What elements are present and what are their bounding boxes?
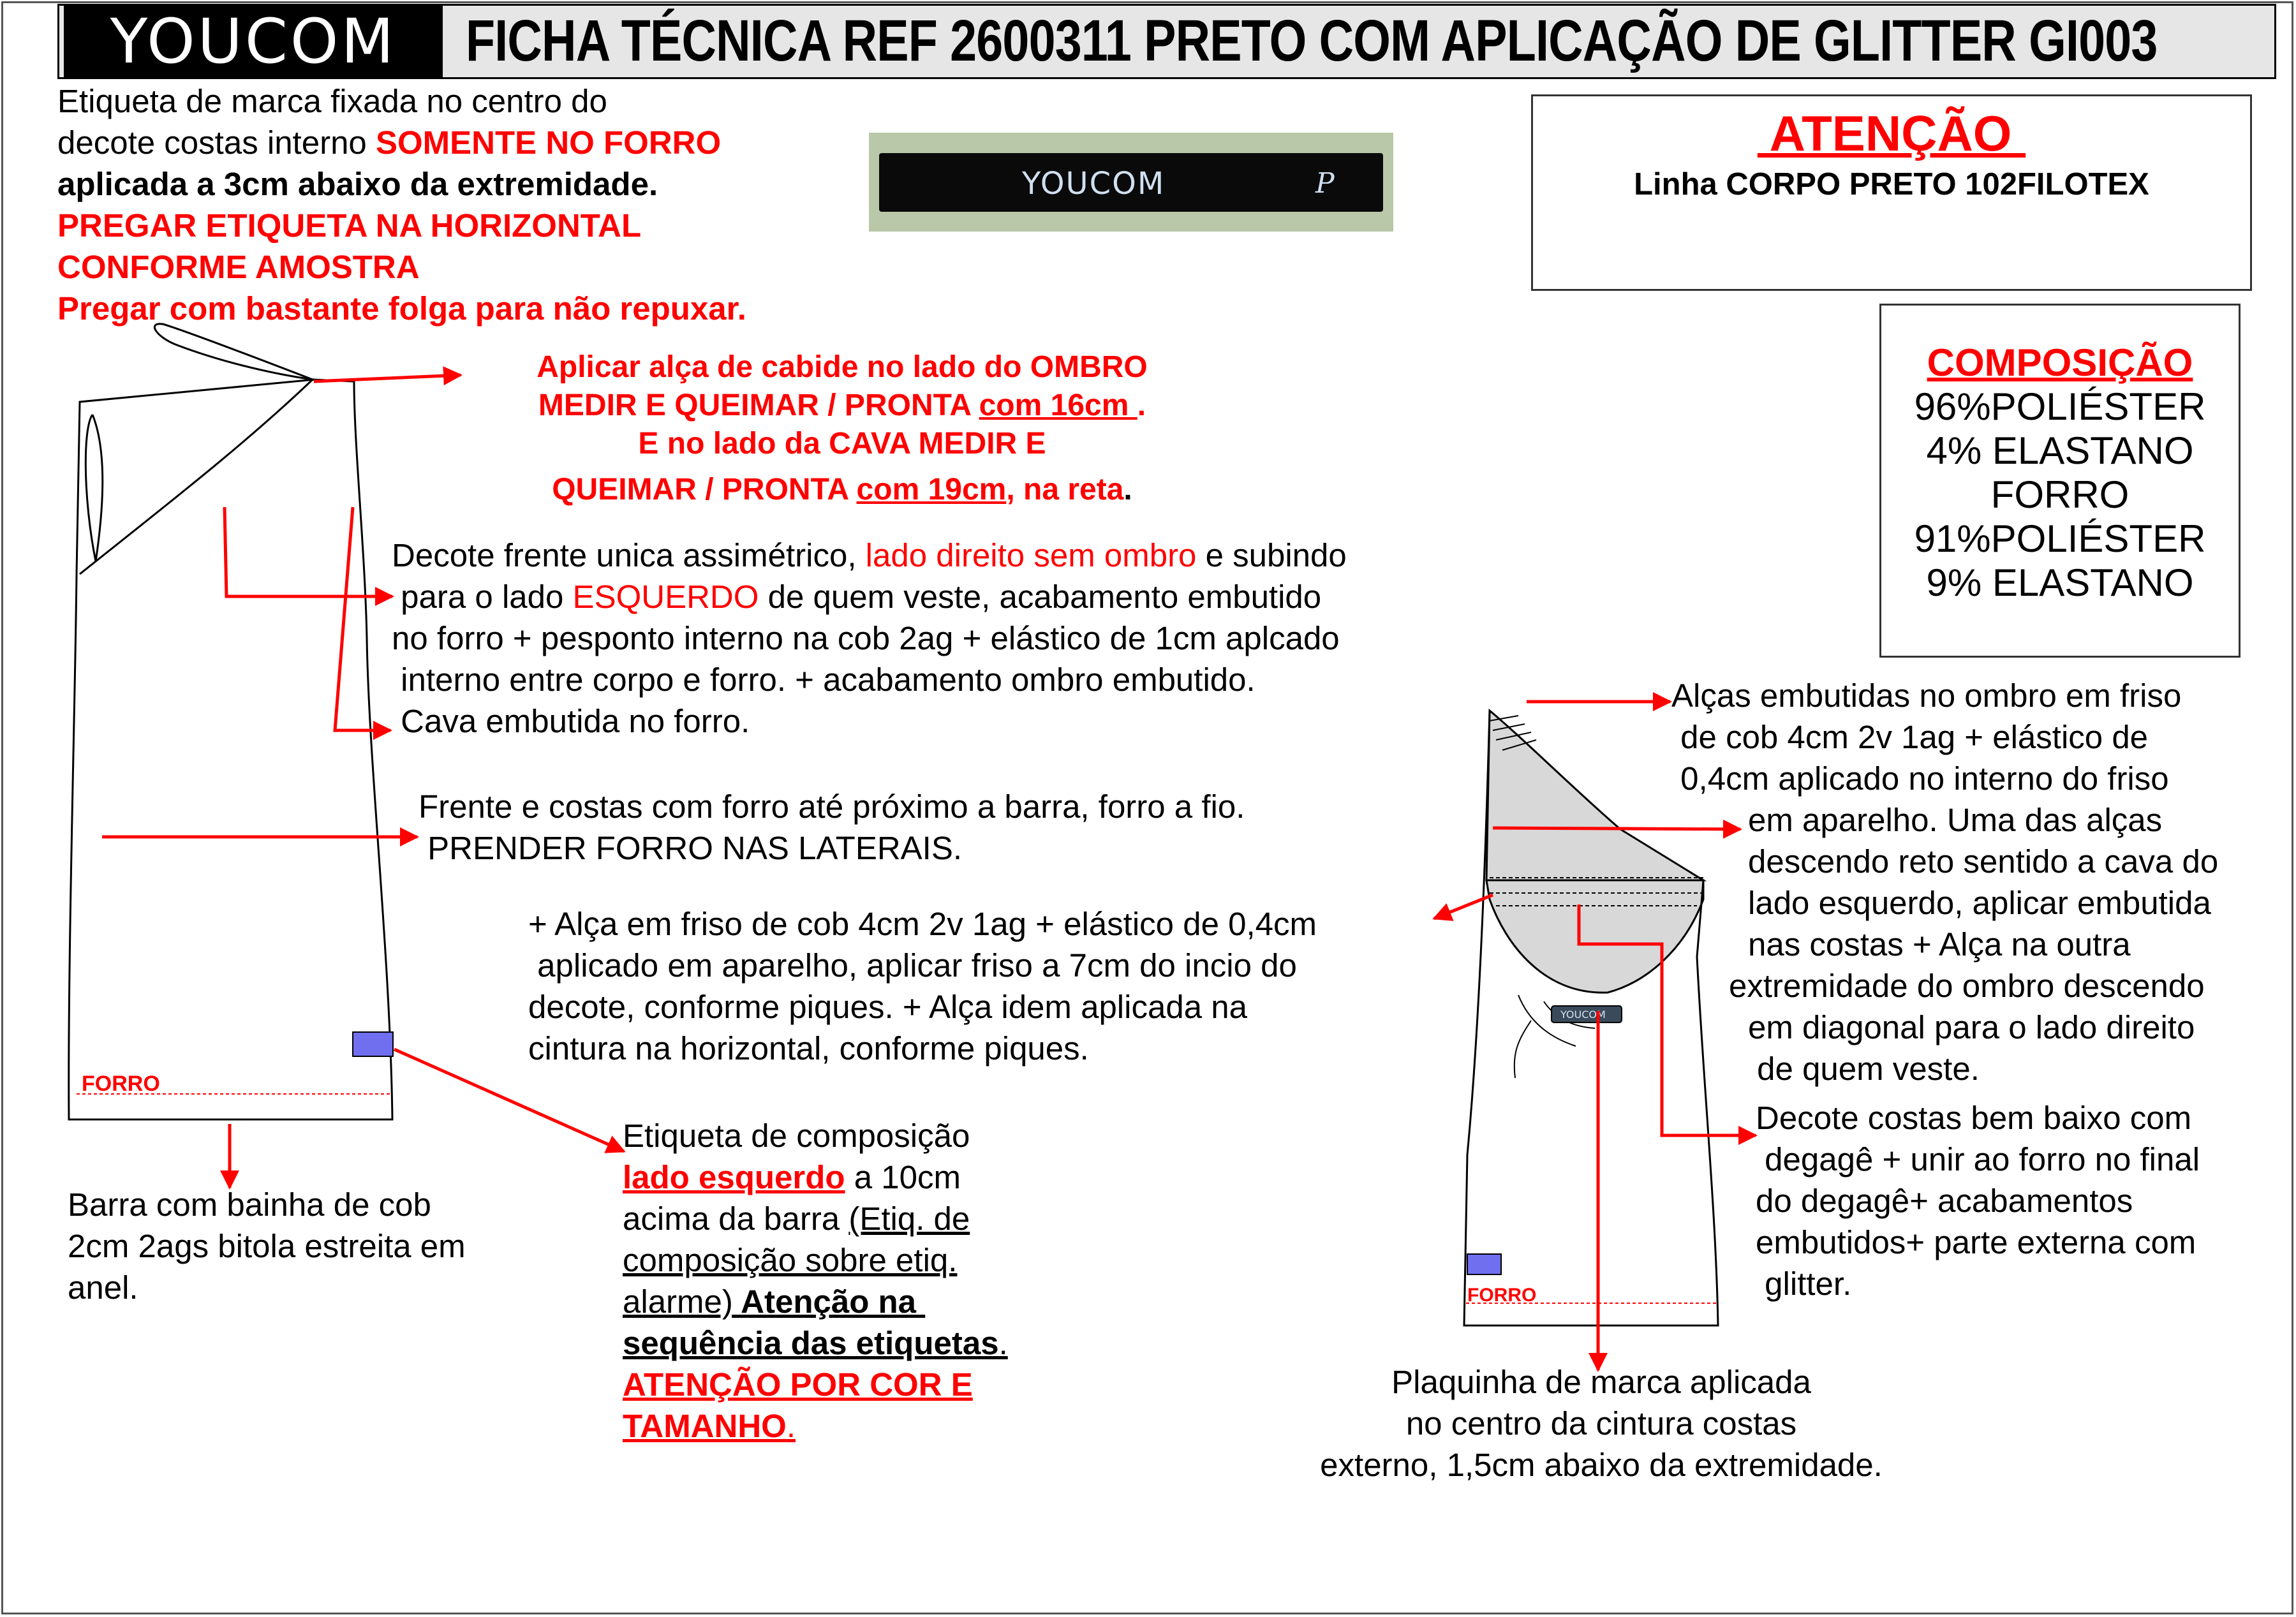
front-composition-label xyxy=(353,1032,393,1056)
arrow-neckline xyxy=(225,507,392,596)
brand-logo: YOUCOM xyxy=(64,5,443,77)
front-dress-neckline xyxy=(80,380,313,574)
label-brand-text: YOUCOM xyxy=(1022,166,1166,202)
lining-note: Frente e costas com forro até próximo a barra, forro a fio. PRENDER FORRO NAS LATERAIS. xyxy=(418,788,1245,866)
back-neckline-note: Decote costas bem baixo com degagê + unir ao forro no final do degagê+ acabamentos embutidos+ parte externa com glitter. xyxy=(1756,1100,2200,1302)
composition-title: COMPOSIÇÃO xyxy=(1927,341,2193,384)
back-shoulder-panel xyxy=(1486,711,1703,880)
front-dress-sketch xyxy=(69,324,392,1119)
strap-note: + Alça em friso de cob 4cm 2v 1ag + elástico de 0,4cm aplicado em aparelho, aplicar friso a 7cm do incio do decote, conforme piques. + Alça idem aplicada na cintura na horizontal, conforme piques. xyxy=(528,906,1317,1067)
back-straps-note: Alças embutidas no ombro em friso de cob 4cm 2v 1ag + elástico de 0,4cm aplicado no interno do friso em aparelho. Uma das alças descendo reto sentido a cava do lado esquerdo, aplicar embutida nas costas + Alça na outra extremidade do ombro descendo em diagonal para o lado direito de quem veste. xyxy=(1671,677,2219,1087)
hanger-loop-left xyxy=(85,415,102,561)
composition-line: 91%POLIÉSTER xyxy=(1914,517,2206,560)
page-title: FICHA TÉCNICA REF 2600311 PRETO COM APLICAÇÃO DE GLITTER GI003 xyxy=(466,8,2158,73)
back-dress-sketch xyxy=(1464,711,1718,1325)
composition-label-note: Etiqueta de composição lado esquerdo a 10cm acima da barra (Etiq. de composição sobre etiq. alarme) Atenção na sequência das etiquetas. ATENÇÃO POR COR E TAMANHO. xyxy=(623,1118,1008,1444)
arrow-strap-friso xyxy=(1434,895,1493,919)
arrow-back-strap xyxy=(1493,828,1740,829)
back-composition-label xyxy=(1467,1254,1501,1274)
hanger-loop-top xyxy=(154,324,313,380)
back-neck-panel xyxy=(1486,880,1703,993)
front-dress-outline xyxy=(69,380,392,1119)
arrow-hanger-strap xyxy=(314,375,461,381)
hem-note: Barra com bainha de cob 2cm 2ags bitola estreita em anel. xyxy=(68,1186,466,1306)
front-lining-text: FORRO xyxy=(82,1072,160,1096)
attention-line: Linha CORPO PRETO 102FILOTEX xyxy=(1634,167,2149,202)
brand-plate-note: Plaquinha de marca aplicada no centro da cintura costas externo, 1,5cm abaixo da extremidade. xyxy=(1320,1364,1883,1483)
composition-line: 9% ELASTANO xyxy=(1926,561,2194,604)
composition-line: 4% ELASTANO xyxy=(1926,429,2194,472)
arrow-composition-label xyxy=(394,1049,624,1151)
label-size-text: P xyxy=(1315,167,1335,200)
brand-label-note: Etiqueta de marca fixada no centro do decote costas interno SOMENTE NO FORRO aplicada a 3cm abaixo da extremidade. PREGAR ETIQUETA NA HORIZONTAL CONFORME AMOSTRA Pregar com bastante folga para não repuxar. xyxy=(57,83,746,327)
composition-line: FORRO xyxy=(1990,473,2129,516)
hanger-strap-note: Aplicar alça de cabide no lado do OMBRO MEDIR E QUEIMAR / PRONTA com 16cm . E no lado da CAVA MEDIR E QUEIMAR / PRONTA com 19cm, na reta. xyxy=(537,350,1148,506)
back-lining-text: FORRO xyxy=(1467,1285,1537,1306)
neckline-note: Decote frente unica assimétrico, lado direito sem ombro e subindo para o lado ESQUERDO de quem veste, acabamento embutido no forro + pesponto interno na cob 2ag + elástico de 1cm aplcado interno entre corpo e forro. + acabamento ombro embutido. Cava embutida no forro. xyxy=(392,537,1347,739)
attention-title: ATENÇÃO xyxy=(1757,105,2026,161)
back-brand-plate-text: YOUCOM xyxy=(1560,1008,1606,1021)
composition-line: 96%POLIÉSTER xyxy=(1914,385,2206,428)
